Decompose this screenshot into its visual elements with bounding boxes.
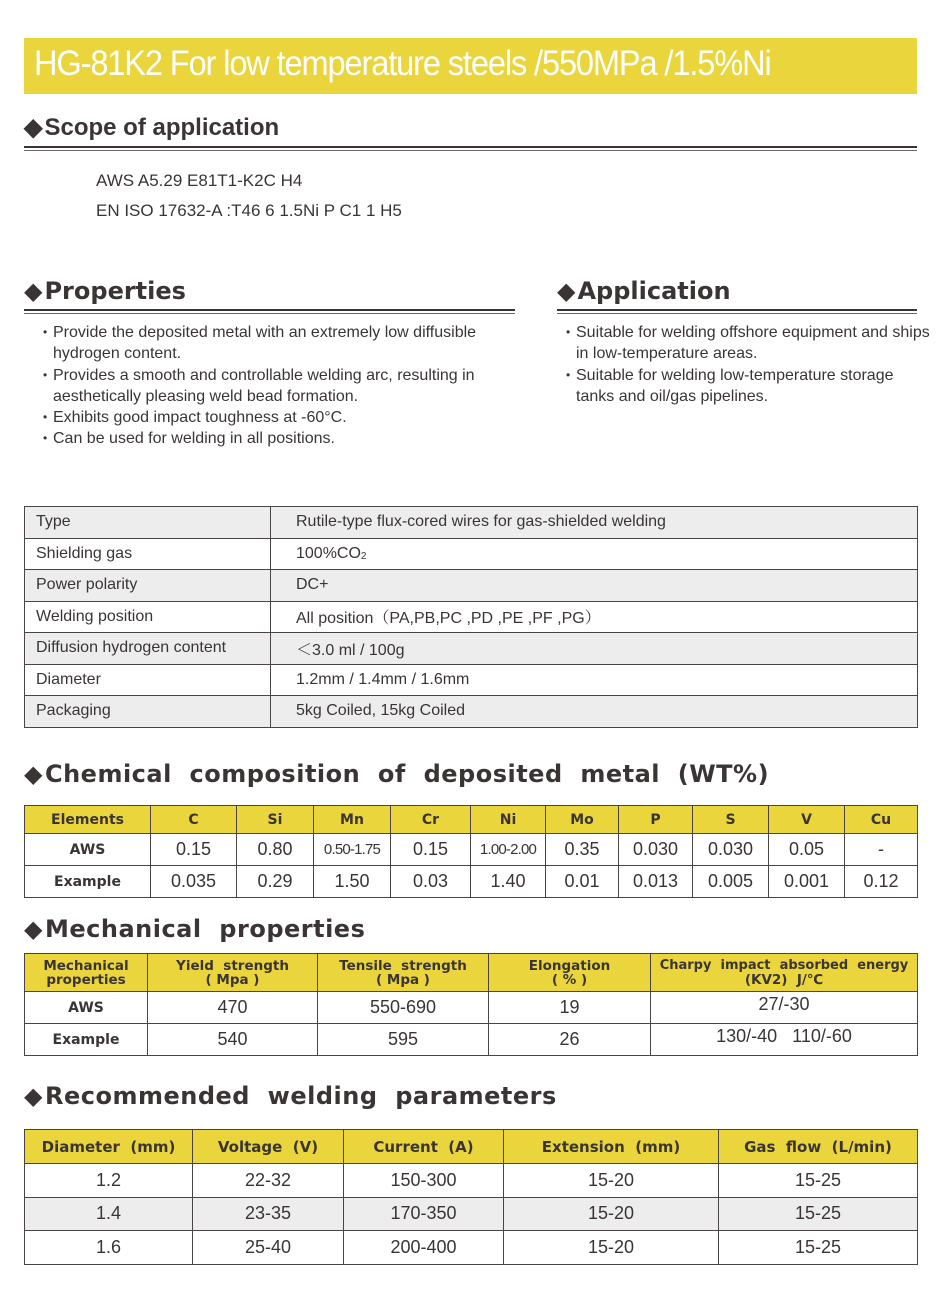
properties-item: • Provides a smooth and controllable welding arc, resulting in aesthetically pleasing weld bead formation. [43, 365, 523, 408]
table-cell: 15-20 [504, 1231, 719, 1265]
column-header: Diameter (mm) [25, 1130, 193, 1164]
properties-list [43, 322, 523, 450]
table-cell: 0.50-1.75 [314, 834, 391, 866]
application-heading-text: Application [577, 277, 731, 305]
table-cell: 25-40 [193, 1231, 344, 1265]
table-cell: 15-20 [504, 1197, 719, 1231]
table-cell: 0.035 [151, 866, 237, 898]
table-cell: 0.01 [546, 866, 619, 898]
table-cell: 19 [489, 992, 651, 1024]
chemical-heading [24, 760, 769, 788]
table-cell: - [845, 834, 918, 866]
table-row [25, 633, 918, 665]
application-divider [557, 309, 917, 314]
title-banner [24, 38, 917, 94]
spec-label: Power polarity [25, 570, 271, 602]
spec-value-main: 100%CO [296, 544, 361, 562]
application-item: • Suitable for welding low-temperature storage tanks and oil/gas pipelines. [566, 365, 931, 408]
table-cell: 0.030 [693, 834, 769, 866]
table-cell: 150-300 [344, 1164, 504, 1198]
parameters-heading [24, 1082, 557, 1110]
header-line: ( Mpa ) [205, 971, 260, 988]
properties-item: • Exhibits good impact toughness at -60°C. [43, 407, 523, 428]
spec-label: Diffusion hydrogen content [25, 633, 271, 665]
properties-item: • Can be used for welding in all positions. [43, 428, 523, 449]
table-cell: 0.29 [237, 866, 314, 898]
column-header [148, 954, 318, 992]
table-cell: 23-35 [193, 1197, 344, 1231]
column-header [651, 954, 918, 992]
scope-line-aws: AWS A5.29 E81T1-K2C H4 [96, 171, 303, 190]
table-cell: 0.005 [693, 866, 769, 898]
row-label: AWS [25, 992, 148, 1024]
table-row [25, 538, 918, 570]
table-cell: 1.2 [25, 1164, 193, 1198]
table-cell: 470 [148, 992, 318, 1024]
table-cell: 0.15 [151, 834, 237, 866]
spec-label: Diameter [25, 664, 271, 696]
scope-divider [24, 146, 917, 151]
scope-line-iso: EN ISO 17632-A :T46 6 1.5Ni P C1 1 H5 [96, 201, 402, 220]
header-line: ( % ) [551, 971, 588, 988]
properties-item: • Provide the deposited metal with an extremely low diffusible hydrogen content. [43, 322, 523, 365]
column-header: S [693, 806, 769, 834]
table-row [25, 866, 918, 898]
spec-value-subscript: 2 [360, 550, 367, 562]
table-cell: 595 [318, 1024, 489, 1056]
welding-parameters-table [24, 1129, 918, 1265]
column-header: Si [237, 806, 314, 834]
mechanical-properties-table [24, 953, 918, 1056]
scope-heading-text: Scope of application [44, 114, 280, 141]
table-cell: 0.013 [619, 866, 693, 898]
column-header: Cu [845, 806, 918, 834]
table-row [25, 601, 918, 633]
spec-value: All position（PA,PB,PC ,PD ,PE ,PF ,PG） [271, 601, 918, 633]
table-cell: 0.12 [845, 866, 918, 898]
table-row [25, 507, 918, 539]
row-label: Example [25, 1024, 148, 1056]
table-cell: 15-25 [719, 1231, 918, 1265]
spec-label: Packaging [25, 696, 271, 728]
application-heading [557, 277, 731, 305]
column-header: Extension (mm) [504, 1130, 719, 1164]
table-header-row [25, 954, 918, 992]
table-cell: 22-32 [193, 1164, 344, 1198]
spec-value: Rutile-type flux-cored wires for gas-shielded welding [271, 507, 918, 539]
table-cell: 1.00-2.00 [471, 834, 546, 866]
diamond-bullet-icon: ◆ [24, 277, 43, 305]
application-list [566, 322, 931, 407]
table-cell: 1.50 [314, 866, 391, 898]
table-cell: 0.05 [769, 834, 845, 866]
header-line: (KV2) J/℃ [744, 971, 824, 988]
column-header: Current (A) [344, 1130, 504, 1164]
column-header: P [619, 806, 693, 834]
table-header-row [25, 1130, 918, 1164]
header-line: Tensile strength [339, 957, 467, 974]
header-line: Mechanical [43, 957, 129, 974]
header-line: Yield strength [176, 957, 289, 974]
header-line: properties [46, 971, 126, 988]
application-item: • Suitable for welding offshore equipment and ships in low-temperature areas. [566, 322, 931, 365]
column-header: Mn [314, 806, 391, 834]
spec-label: Welding position [25, 601, 271, 633]
table-cell: 15-20 [504, 1164, 719, 1198]
scope-standards [96, 166, 402, 226]
column-header [318, 954, 489, 992]
page-title: HG-81K2 For low temperature steels /550MPa /1.5%Ni [34, 44, 771, 83]
column-header: Gas flow (L/min) [719, 1130, 918, 1164]
table-cell: 0.80 [237, 834, 314, 866]
table-cell: 540 [148, 1024, 318, 1056]
spec-value: ＜3.0 ml / 100g [271, 633, 918, 665]
spec-table [24, 506, 918, 728]
table-cell: 0.15 [391, 834, 471, 866]
column-header: V [769, 806, 845, 834]
table-cell: 27/-30 [651, 992, 918, 1024]
diamond-bullet-icon: ◆ [24, 1082, 43, 1110]
header-line: Charpy impact absorbed energy [659, 957, 909, 973]
row-label: AWS [25, 834, 151, 866]
table-cell: 26 [489, 1024, 651, 1056]
table-row [25, 1024, 918, 1056]
header-line: ( Mpa ) [376, 971, 430, 988]
spec-value: DC+ [271, 570, 918, 602]
column-header [489, 954, 651, 992]
chemical-composition-table [24, 805, 918, 898]
table-cell: 0.03 [391, 866, 471, 898]
spec-value: 5kg Coiled, 15kg Coiled [271, 696, 918, 728]
table-cell: 15-25 [719, 1164, 918, 1198]
table-cell: 15-25 [719, 1197, 918, 1231]
table-cell: 0.35 [546, 834, 619, 866]
table-cell: 550-690 [318, 992, 489, 1024]
column-header: Cr [391, 806, 471, 834]
column-header: Mo [546, 806, 619, 834]
spec-value [271, 538, 918, 570]
table-cell: 200-400 [344, 1231, 504, 1265]
chemical-heading-text: Chemical composition of deposited metal (WT%) [44, 760, 770, 788]
table-cell: 0.001 [769, 866, 845, 898]
table-cell: 0.030 [619, 834, 693, 866]
diamond-bullet-icon: ◆ [24, 915, 43, 943]
table-row [25, 696, 918, 728]
table-row [25, 834, 918, 866]
table-cell: 1.40 [471, 866, 546, 898]
column-header: C [151, 806, 237, 834]
column-header [25, 954, 148, 992]
mechanical-heading-text: Mechanical properties [44, 915, 366, 943]
table-row [25, 570, 918, 602]
properties-heading-text: Properties [44, 277, 186, 305]
table-cell: 1.4 [25, 1197, 193, 1231]
diamond-bullet-icon: ◆ [24, 760, 43, 788]
spec-value: 1.2mm / 1.4mm / 1.6mm [271, 664, 918, 696]
spec-label: Type [25, 507, 271, 539]
table-row [25, 1197, 918, 1231]
table-row [25, 992, 918, 1024]
row-label: Example [25, 866, 151, 898]
parameters-heading-text: Recommended welding parameters [44, 1082, 557, 1110]
properties-heading [24, 277, 186, 305]
column-header: Ni [471, 806, 546, 834]
column-header: Voltage (V) [193, 1130, 344, 1164]
header-line: Elongation [528, 957, 611, 974]
mechanical-heading [24, 915, 365, 943]
diamond-bullet-icon: ◆ [24, 114, 43, 141]
table-cell: 1.6 [25, 1231, 193, 1265]
spec-label: Shielding gas [25, 538, 271, 570]
table-header-row [25, 806, 918, 834]
table-row [25, 1164, 918, 1198]
table-row [25, 664, 918, 696]
table-row [25, 1231, 918, 1265]
table-cell: 130/-40 110/-60 [651, 1024, 918, 1056]
diamond-bullet-icon: ◆ [557, 277, 576, 305]
scope-heading [24, 113, 279, 142]
table-cell: 170-350 [344, 1197, 504, 1231]
properties-divider [24, 309, 515, 314]
column-header: Elements [25, 806, 151, 834]
